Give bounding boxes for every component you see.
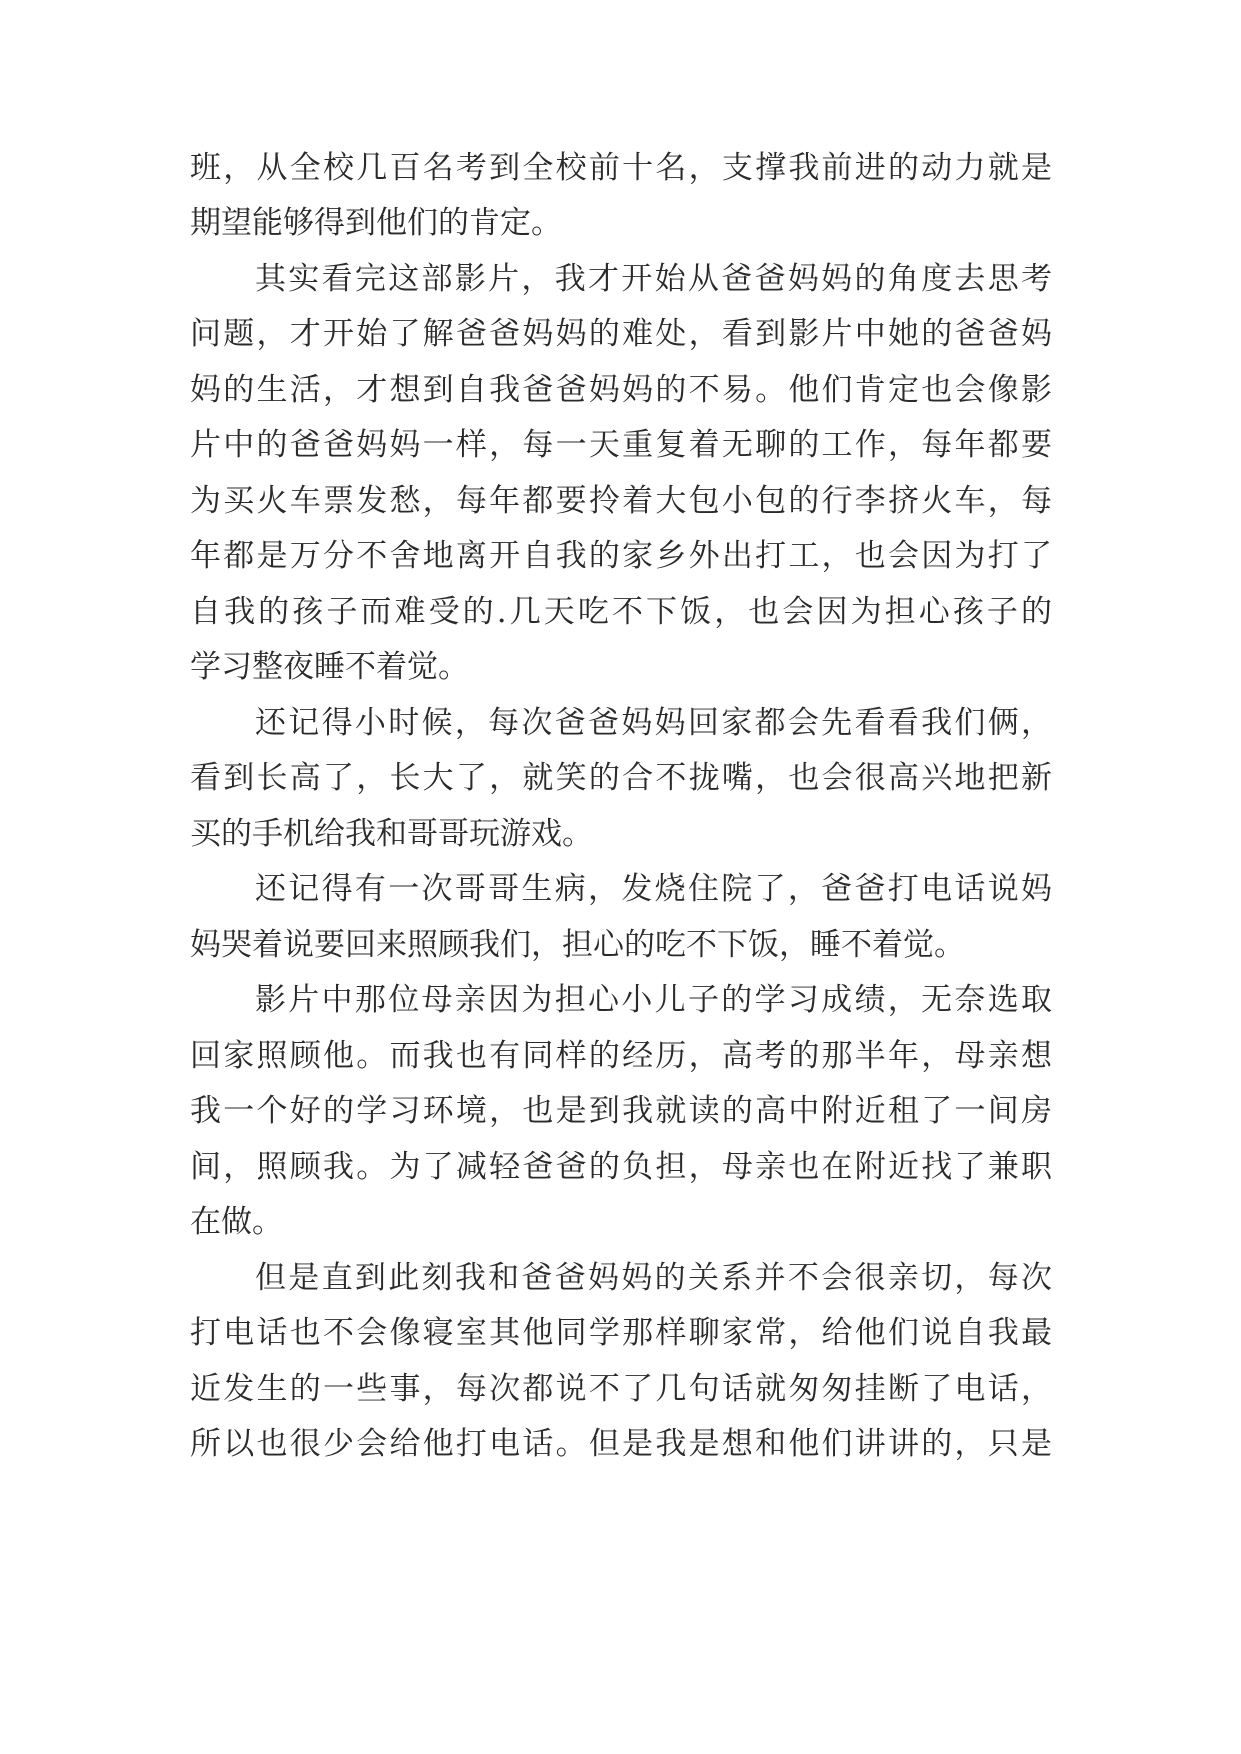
text-line: 问题，才开始了解爸爸妈妈的难处，看到影片中她的爸爸妈 — [190, 316, 1052, 352]
text-line: 妈的生活，才想到自我爸爸妈妈的不易。他们肯定也会像影 — [190, 372, 1052, 408]
text-line: 打电话也不会像寝室其他同学那样聊家常，给他们说自我最 — [190, 1315, 1052, 1351]
text-line: 看到长高了，长大了，就笑的合不拢嘴，也会很高兴地把新 — [190, 760, 1052, 796]
text-line: 片中的爸爸妈妈一样，每一天重复着无聊的工作，每年都要 — [190, 427, 1052, 463]
text-line: 期望能够得到他们的肯定。 — [190, 205, 562, 241]
text-line: 还记得小时候，每次爸爸妈妈回家都会先看看我们俩， — [255, 705, 1052, 741]
text-line: 班，从全校几百名考到全校前十名，支撑我前进的动力就是 — [190, 150, 1052, 186]
text-line: 自我的孩子而难受的.几天吃不下饭，也会因为担心孩子的 — [190, 594, 1052, 630]
text-line: 但是直到此刻我和爸爸妈妈的关系并不会很亲切，每次 — [255, 1260, 1052, 1296]
text-line: 间，照顾我。为了减轻爸爸的负担，母亲也在附近找了兼职 — [190, 1149, 1052, 1185]
text-line: 其实看完这部影片，我才开始从爸爸妈妈的角度去思考 — [255, 261, 1052, 297]
text-line: 近发生的一些事，每次都说不了几句话就匆匆挂断了电话， — [190, 1371, 1052, 1407]
text-line: 买的手机给我和哥哥玩游戏。 — [190, 816, 593, 852]
text-line: 回家照顾他。而我也有同样的经历，高考的那半年，母亲想 — [190, 1038, 1052, 1074]
text-line: 我一个好的学习环境，也是到我就读的高中附近租了一间房 — [190, 1093, 1052, 1129]
text-line: 影片中那位母亲因为担心小儿子的学习成绩，无奈选取 — [255, 982, 1052, 1018]
text-line: 所以也很少会给他打电话。但是我是想和他们讲讲的，只是 — [190, 1426, 1052, 1462]
text-line: 还记得有一次哥哥生病，发烧住院了，爸爸打电话说妈 — [255, 871, 1052, 907]
text-line: 学习整夜睡不着觉。 — [190, 649, 469, 685]
text-line: 在做。 — [190, 1204, 283, 1240]
text-line: 为买火车票发愁，每年都要拎着大包小包的行李挤火车，每 — [190, 483, 1052, 519]
text-line: 年都是万分不舍地离开自我的家乡外出打工，也会因为打了 — [190, 538, 1052, 574]
text-line: 妈哭着说要回来照顾我们，担心的吃不下饭，睡不着觉。 — [190, 927, 965, 963]
